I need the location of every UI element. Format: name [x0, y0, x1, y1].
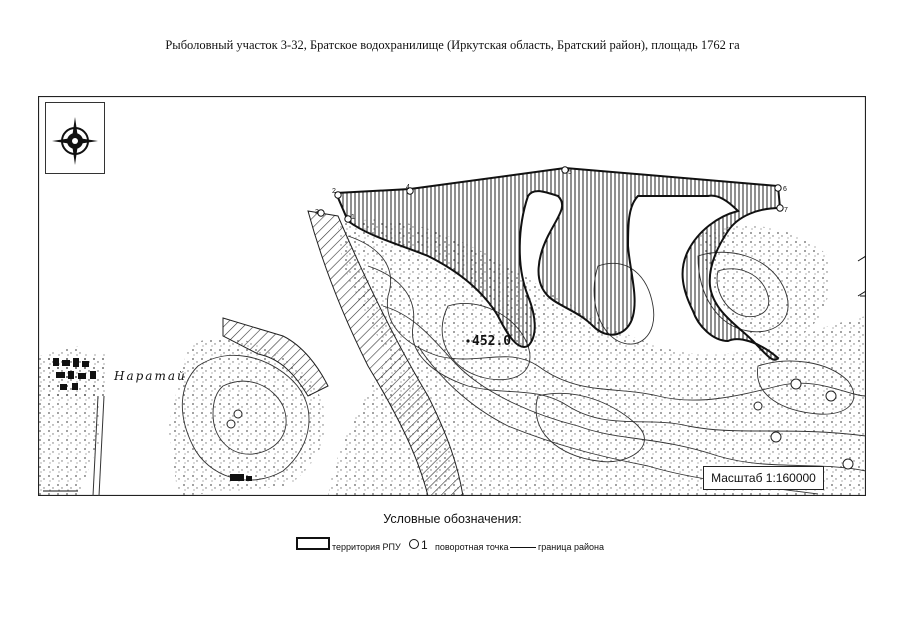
topographic-map — [38, 96, 866, 496]
rpu-area-symbol — [296, 537, 330, 550]
elevation-label: 452.0 — [472, 334, 512, 349]
map-area[interactable] — [38, 96, 866, 496]
place-name-label: Наратай — [114, 369, 187, 383]
tp-label: 7 — [784, 207, 788, 214]
tp-label: 1 — [351, 214, 355, 221]
legend-border-label: граница района — [538, 542, 604, 552]
compass-rose-icon — [45, 102, 105, 174]
legend-point-number: 1 — [421, 538, 428, 552]
elevation-point — [466, 339, 469, 342]
tp-label: 4 — [406, 184, 410, 191]
tp-label: 6 — [783, 186, 787, 193]
tp-label: 3 — [315, 209, 319, 216]
tp-label: 2 — [332, 188, 336, 195]
scale-label: Масштаб 1:160000 — [703, 466, 824, 490]
map-title: Рыболовный участок 3-32, Братское водохранилище (Иркутская область, Братский район), площадь 1762 га — [165, 38, 740, 52]
tp-label: 5 — [568, 169, 572, 176]
legend-rpu-label: территория РПУ — [332, 542, 401, 552]
legend-point-label: поворотная точка — [435, 542, 509, 552]
turning-point-symbol — [409, 539, 419, 549]
border-line-symbol — [510, 547, 536, 548]
legend-title: Условные обозначения: — [383, 512, 522, 526]
